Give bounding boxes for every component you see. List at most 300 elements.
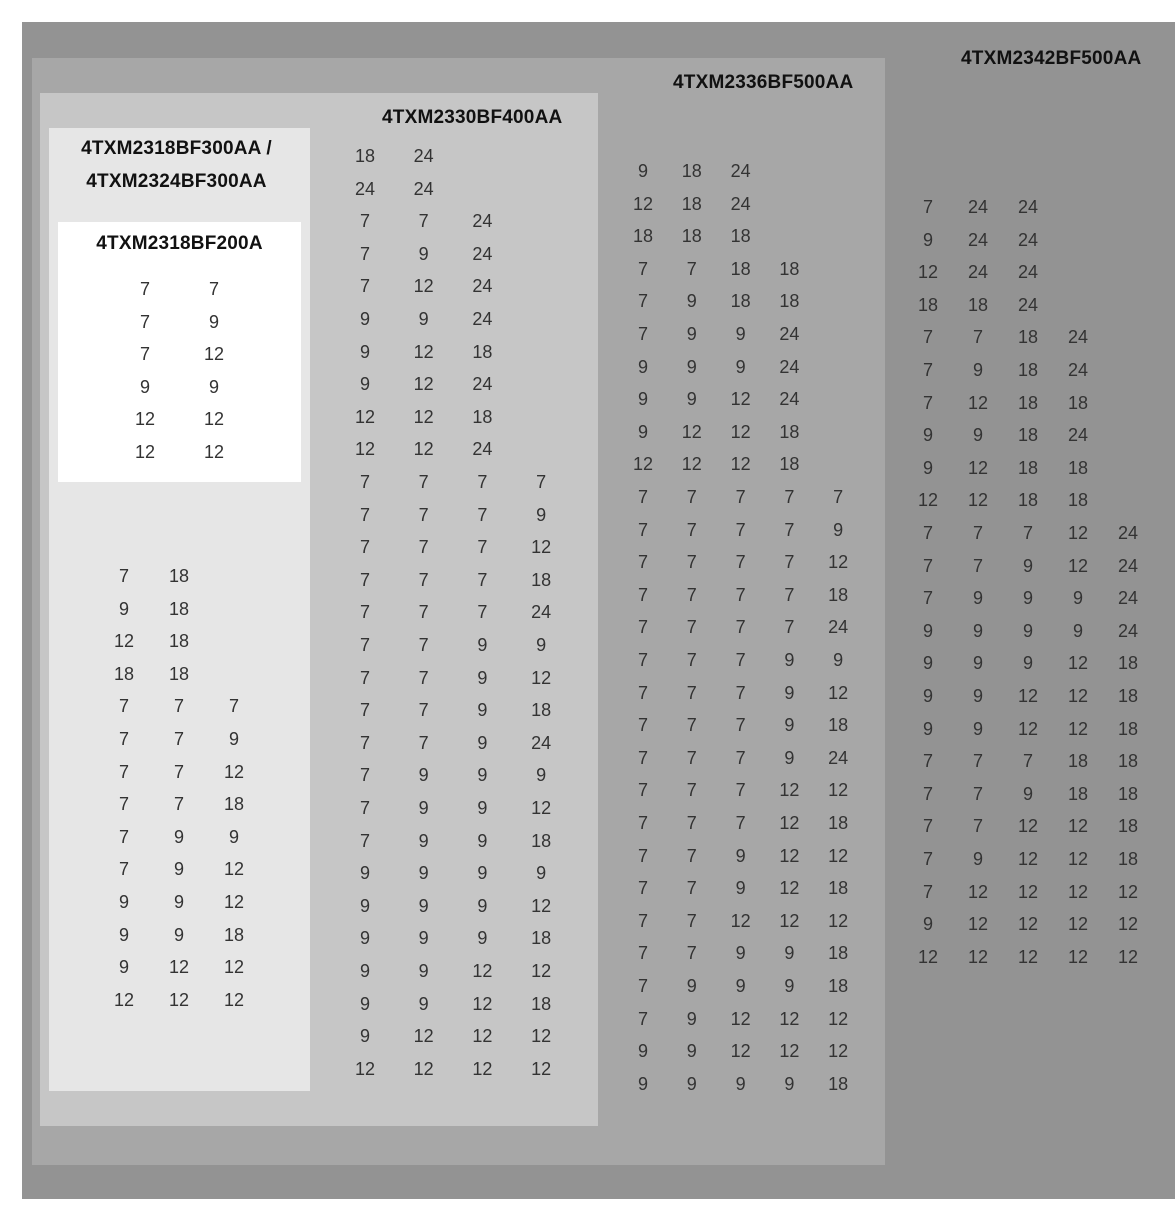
capacity-value: 18 [917, 294, 939, 315]
capacity-value: 9 [418, 928, 429, 949]
capacity-value: 9 [784, 976, 795, 996]
capacity-value: 9 [637, 356, 648, 377]
capacity-value: 12 [828, 780, 849, 801]
capacity-value: 7 [359, 798, 370, 818]
capacity-value: 7 [922, 360, 933, 380]
capacity-value: 12 [203, 442, 225, 462]
capacity-value: 7 [637, 1008, 648, 1029]
capacity-value: 12 [113, 989, 135, 1010]
capacity-value: 9 [972, 425, 983, 446]
capacity-value: 18 [1067, 457, 1089, 478]
capacity-value: 7 [972, 523, 983, 543]
capacity-value: 18 [730, 258, 751, 279]
capacity-value: 12 [917, 946, 939, 967]
capacity-value: 7 [735, 650, 746, 670]
capacity-value: 7 [637, 552, 648, 573]
capacity-value: 24 [1067, 327, 1089, 348]
capacity-value: 9 [228, 826, 239, 847]
capacity-value: 24 [531, 732, 552, 753]
capacity-value: 7 [735, 780, 746, 801]
capacity-value: 12 [531, 537, 552, 558]
capacity-value: 9 [784, 715, 795, 736]
capacity-value: 9 [686, 356, 697, 377]
capacity-value: 9 [418, 798, 429, 818]
capacity-value: 12 [967, 490, 989, 511]
capacity-value: 7 [118, 859, 129, 880]
capacity-value: 18 [531, 928, 552, 949]
capacity-value: 12 [681, 454, 702, 475]
capacity-value: 7 [922, 555, 933, 576]
capacity-value: 24 [1017, 229, 1039, 250]
capacity-value: 7 [784, 552, 795, 573]
capacity-value: 7 [833, 487, 844, 507]
capacity-value: 12 [1117, 881, 1139, 902]
capacity-value: 18 [1067, 490, 1089, 511]
capacity-value: 7 [637, 747, 648, 768]
capacity-value: 18 [1117, 849, 1139, 869]
capacity-value: 7 [637, 813, 648, 833]
capacity-value: 18 [828, 1073, 849, 1094]
capacity-value: 7 [359, 243, 370, 264]
capacity-value: 7 [418, 667, 429, 688]
capacity-value: 7 [1022, 523, 1033, 543]
capacity-value: 18 [531, 700, 552, 721]
capacity-value: 7 [735, 715, 746, 736]
capacity-value: 12 [967, 914, 989, 935]
capacity-value: 9 [477, 635, 488, 655]
capacity-value: 12 [413, 341, 434, 362]
capacity-value: 7 [735, 747, 746, 768]
capacity-value: 24 [1117, 523, 1139, 543]
capacity-value: 9 [972, 718, 983, 739]
capacity-value: 7 [735, 519, 746, 540]
capacity-value: 7 [686, 780, 697, 801]
capacity-value: 9 [972, 653, 983, 674]
capacity-value: 7 [784, 584, 795, 605]
capacity-value: 7 [972, 783, 983, 804]
capacity-value: 18 [472, 341, 493, 362]
capacity-value: 7 [118, 826, 129, 847]
capacity-value: 9 [536, 765, 547, 786]
capacity-value: 9 [922, 229, 933, 250]
capacity-value: 24 [1117, 555, 1139, 576]
capacity-value: 18 [531, 569, 552, 590]
capacity-value: 18 [1117, 816, 1139, 837]
capacity-value: 9 [784, 682, 795, 703]
capacity-value: 9 [735, 1073, 746, 1094]
capacity-value: 7 [784, 617, 795, 638]
capacity-value: 9 [139, 376, 150, 397]
capacity-value: 7 [922, 197, 933, 217]
capacity-value: 7 [735, 584, 746, 605]
capacity-value: 7 [637, 519, 648, 540]
capacity-value: 7 [477, 504, 488, 525]
capacity-value: 7 [359, 700, 370, 721]
capacity-value: 12 [1117, 946, 1139, 967]
capacity-value: 9 [784, 650, 795, 670]
capacity-value: 9 [735, 943, 746, 964]
capacity-value: 18 [681, 193, 702, 214]
capacity-value: 9 [118, 892, 129, 912]
capacity-value: 7 [686, 747, 697, 768]
capacity-value: 18 [113, 663, 135, 684]
capacity-value: 7 [922, 783, 933, 804]
capacity-value: 12 [1017, 881, 1039, 902]
capacity-value: 9 [686, 1008, 697, 1029]
capacity-value: 9 [833, 650, 844, 670]
capacity-value: 9 [477, 928, 488, 949]
capacity-value: 9 [833, 519, 844, 540]
capacity-value: 9 [1022, 783, 1033, 804]
capacity-value: 18 [828, 878, 849, 899]
capacity-value: 7 [418, 569, 429, 590]
capacity-value: 9 [477, 700, 488, 721]
capacity-value: 12 [828, 1008, 849, 1029]
capacity-value: 24 [413, 146, 434, 166]
capacity-value: 9 [686, 291, 697, 312]
capacity-value: 18 [967, 294, 989, 315]
capacity-value: 7 [686, 487, 697, 507]
capacity-value: 9 [359, 961, 370, 981]
capacity-value: 24 [828, 747, 849, 768]
capacity-value: 18 [828, 813, 849, 833]
capacity-value: 18 [828, 943, 849, 964]
capacity-value: 18 [828, 584, 849, 605]
capacity-value: 18 [828, 976, 849, 996]
capacity-value: 9 [972, 686, 983, 706]
capacity-value: 7 [359, 602, 370, 623]
capacity-value: 24 [472, 243, 493, 264]
capacity-value: 9 [637, 1073, 648, 1094]
capacity-value: 7 [686, 650, 697, 670]
capacity-value: 7 [637, 976, 648, 996]
capacity-value: 9 [637, 389, 648, 410]
model-title: 4TXM2318BF200A [96, 233, 263, 254]
capacity-value: 9 [118, 598, 129, 619]
capacity-value: 12 [779, 780, 800, 801]
model-title: 4TXM2342BF500AA [961, 48, 1142, 69]
capacity-value: 12 [413, 406, 434, 427]
capacity-value: 12 [1067, 914, 1089, 935]
capacity-value: 7 [637, 910, 648, 931]
capacity-value: 18 [779, 258, 800, 279]
capacity-value: 9 [686, 1041, 697, 1062]
capacity-value: 12 [1017, 816, 1039, 837]
capacity-value: 9 [735, 878, 746, 899]
capacity-value: 18 [168, 598, 190, 619]
capacity-value: 18 [531, 993, 552, 1014]
capacity-value: 7 [735, 682, 746, 703]
capacity-value: 7 [922, 523, 933, 543]
capacity-value: 7 [922, 392, 933, 413]
capacity-value: 12 [531, 895, 552, 916]
capacity-value: 12 [779, 845, 800, 866]
capacity-value: 12 [967, 457, 989, 478]
capacity-value: 12 [354, 406, 376, 427]
capacity-value: 7 [686, 682, 697, 703]
capacity-value: 9 [228, 729, 239, 749]
capacity-value: 7 [359, 765, 370, 786]
capacity-value: 9 [922, 718, 933, 739]
capacity-value: 7 [922, 327, 933, 348]
capacity-value: 7 [686, 910, 697, 931]
capacity-value: 7 [686, 878, 697, 899]
capacity-value: 7 [359, 569, 370, 590]
capacity-value: 18 [1117, 718, 1139, 739]
capacity-value: 18 [223, 794, 245, 815]
capacity-value: 24 [1017, 294, 1039, 315]
capacity-value: 7 [637, 715, 648, 736]
capacity-value: 12 [1067, 849, 1089, 869]
capacity-value: 7 [784, 519, 795, 540]
capacity-value: 12 [632, 454, 654, 475]
capacity-value: 9 [359, 928, 370, 949]
capacity-value: 12 [779, 1008, 800, 1029]
capacity-value: 9 [922, 653, 933, 674]
capacity-value: 9 [118, 924, 129, 945]
capacity-value: 9 [418, 993, 429, 1014]
capacity-value: 12 [917, 490, 939, 511]
capacity-value: 18 [1017, 457, 1039, 478]
capacity-value: 24 [472, 374, 493, 395]
capacity-value: 12 [354, 1058, 376, 1079]
capacity-value: 7 [637, 487, 648, 507]
capacity-value: 9 [477, 830, 488, 851]
capacity-value: 12 [779, 1041, 800, 1062]
capacity-value: 12 [967, 946, 989, 967]
capacity-value: 9 [784, 747, 795, 768]
capacity-value: 9 [972, 620, 983, 641]
model-box-4txm2318bf200a [58, 222, 301, 482]
model-title: 4TXM2336BF500AA [673, 72, 854, 93]
capacity-value: 9 [784, 943, 795, 964]
capacity-value: 9 [637, 1041, 648, 1062]
capacity-value: 9 [536, 863, 547, 884]
capacity-value: 24 [1017, 197, 1039, 217]
capacity-value: 12 [1017, 718, 1039, 739]
capacity-value: 7 [118, 566, 129, 586]
capacity-value: 7 [139, 279, 150, 299]
capacity-value: 9 [208, 311, 219, 332]
capacity-value: 18 [828, 715, 849, 736]
capacity-value: 24 [730, 193, 751, 214]
capacity-value: 18 [730, 291, 751, 312]
capacity-value: 9 [1072, 588, 1083, 609]
capacity-value: 18 [354, 146, 376, 166]
capacity-value: 7 [637, 584, 648, 605]
capacity-value: 12 [223, 859, 245, 880]
capacity-value: 7 [637, 617, 648, 638]
capacity-value: 12 [531, 961, 552, 981]
capacity-value: 9 [972, 588, 983, 609]
capacity-value: 7 [228, 696, 239, 717]
capacity-value: 12 [967, 881, 989, 902]
capacity-value: 9 [173, 924, 184, 945]
capacity-value: 7 [784, 487, 795, 507]
capacity-value: 7 [637, 324, 648, 344]
capacity-value: 7 [418, 635, 429, 655]
model-title-line-1: 4TXM2318BF300AA / [81, 138, 272, 159]
capacity-value: 18 [1067, 392, 1089, 413]
capacity-value: 12 [1067, 686, 1089, 706]
capacity-value: 12 [413, 276, 434, 297]
capacity-value: 18 [779, 454, 800, 475]
capacity-value: 12 [828, 552, 849, 573]
capacity-value: 9 [735, 845, 746, 866]
capacity-value: 7 [173, 794, 184, 815]
capacity-value: 9 [418, 765, 429, 786]
capacity-value: 7 [686, 552, 697, 573]
capacity-value: 9 [359, 863, 370, 884]
capacity-value: 9 [735, 356, 746, 377]
capacity-value: 9 [173, 826, 184, 847]
capacity-value: 7 [173, 696, 184, 717]
capacity-value: 7 [686, 584, 697, 605]
capacity-value: 7 [637, 291, 648, 312]
capacity-value: 9 [1022, 555, 1033, 576]
capacity-value: 7 [922, 751, 933, 772]
capacity-value: 9 [173, 859, 184, 880]
capacity-value: 9 [359, 309, 370, 329]
capacity-value: 7 [418, 504, 429, 525]
capacity-value: 18 [223, 924, 245, 945]
capacity-value: 9 [686, 389, 697, 410]
capacity-value: 9 [418, 863, 429, 884]
capacity-value: 9 [477, 798, 488, 818]
capacity-value: 7 [118, 794, 129, 815]
capacity-value: 7 [359, 472, 370, 492]
capacity-value: 12 [203, 409, 225, 430]
capacity-value: 12 [354, 439, 376, 460]
capacity-value: 24 [730, 161, 751, 181]
capacity-value: 7 [418, 700, 429, 721]
capacity-value: 9 [972, 360, 983, 380]
capacity-value: 7 [359, 276, 370, 297]
capacity-value: 9 [1022, 588, 1033, 609]
capacity-value: 7 [536, 472, 547, 492]
capacity-value: 24 [1117, 620, 1139, 641]
capacity-value: 12 [413, 1026, 434, 1047]
capacity-value: 9 [922, 425, 933, 446]
capacity-value: 9 [686, 976, 697, 996]
capacity-value: 12 [1067, 523, 1089, 543]
capacity-value: 7 [418, 732, 429, 753]
capacity-value: 9 [536, 635, 547, 655]
capacity-value: 12 [168, 989, 190, 1010]
capacity-value: 9 [922, 620, 933, 641]
capacity-value: 12 [531, 1058, 552, 1079]
capacity-value: 9 [477, 765, 488, 786]
capacity-value: 18 [632, 226, 654, 247]
capacity-value: 7 [637, 650, 648, 670]
capacity-value: 12 [223, 761, 245, 782]
capacity-value: 24 [1067, 360, 1089, 380]
capacity-value: 18 [1117, 686, 1139, 706]
capacity-value: 9 [418, 830, 429, 851]
capacity-value: 9 [418, 243, 429, 264]
capacity-value: 18 [1017, 327, 1039, 348]
capacity-value: 12 [681, 421, 702, 442]
capacity-value: 7 [173, 761, 184, 782]
capacity-value: 7 [922, 849, 933, 869]
capacity-value: 24 [472, 439, 493, 460]
capacity-value: 7 [477, 537, 488, 558]
capacity-value: 7 [735, 617, 746, 638]
capacity-value: 7 [637, 878, 648, 899]
capacity-value: 7 [686, 258, 697, 279]
capacity-value: 12 [1017, 914, 1039, 935]
capacity-value: 18 [168, 566, 190, 586]
capacity-value: 7 [418, 211, 429, 232]
capacity-value: 9 [173, 892, 184, 912]
capacity-value: 12 [730, 421, 751, 442]
capacity-value: 9 [418, 961, 429, 981]
capacity-value: 18 [1017, 425, 1039, 446]
capacity-value: 7 [686, 845, 697, 866]
capacity-value: 24 [779, 356, 800, 377]
model-title: 4TXM2330BF400AA [382, 107, 563, 128]
capacity-value: 7 [208, 279, 219, 299]
capacity-value: 18 [1017, 392, 1039, 413]
capacity-value: 7 [637, 845, 648, 866]
capacity-value: 7 [418, 602, 429, 623]
capacity-value: 18 [1017, 490, 1039, 511]
capacity-value: 7 [359, 635, 370, 655]
capacity-value: 9 [1072, 620, 1083, 641]
capacity-value: 9 [1022, 620, 1033, 641]
capacity-value: 12 [917, 262, 939, 283]
capacity-value: 24 [413, 178, 434, 199]
capacity-value: 7 [173, 729, 184, 749]
capacity-value: 12 [828, 682, 849, 703]
capacity-value: 7 [418, 537, 429, 558]
capacity-value: 7 [1022, 751, 1033, 772]
capacity-value: 12 [472, 1026, 493, 1047]
capacity-value: 24 [967, 262, 989, 283]
capacity-value: 7 [359, 732, 370, 753]
capacity-value: 9 [735, 976, 746, 996]
capacity-value: 12 [531, 667, 552, 688]
capacity-value: 18 [1017, 360, 1039, 380]
capacity-value: 18 [472, 406, 493, 427]
capacity-value: 9 [922, 686, 933, 706]
capacity-value: 18 [1117, 653, 1139, 674]
capacity-value: 12 [730, 1008, 751, 1029]
capacity-value: 12 [632, 193, 654, 214]
capacity-value: 9 [359, 895, 370, 916]
capacity-value: 7 [735, 813, 746, 833]
capacity-value: 9 [637, 161, 648, 181]
capacity-value: 24 [779, 324, 800, 344]
capacity-value: 12 [779, 813, 800, 833]
capacity-value: 12 [1017, 849, 1039, 869]
capacity-value: 7 [418, 472, 429, 492]
capacity-value: 12 [531, 798, 552, 818]
capacity-value: 12 [779, 878, 800, 899]
capacity-value: 24 [354, 178, 376, 199]
capacity-value: 7 [972, 751, 983, 772]
capacity-value: 12 [531, 1026, 552, 1047]
capacity-value: 7 [922, 881, 933, 902]
capacity-value: 12 [828, 910, 849, 931]
capacity-value: 7 [686, 943, 697, 964]
capacity-value: 12 [828, 1041, 849, 1062]
capacity-value: 9 [118, 957, 129, 978]
capacity-value: 9 [477, 667, 488, 688]
capacity-value: 12 [1067, 881, 1089, 902]
capacity-value: 24 [828, 617, 849, 638]
capacity-value: 7 [118, 696, 129, 717]
